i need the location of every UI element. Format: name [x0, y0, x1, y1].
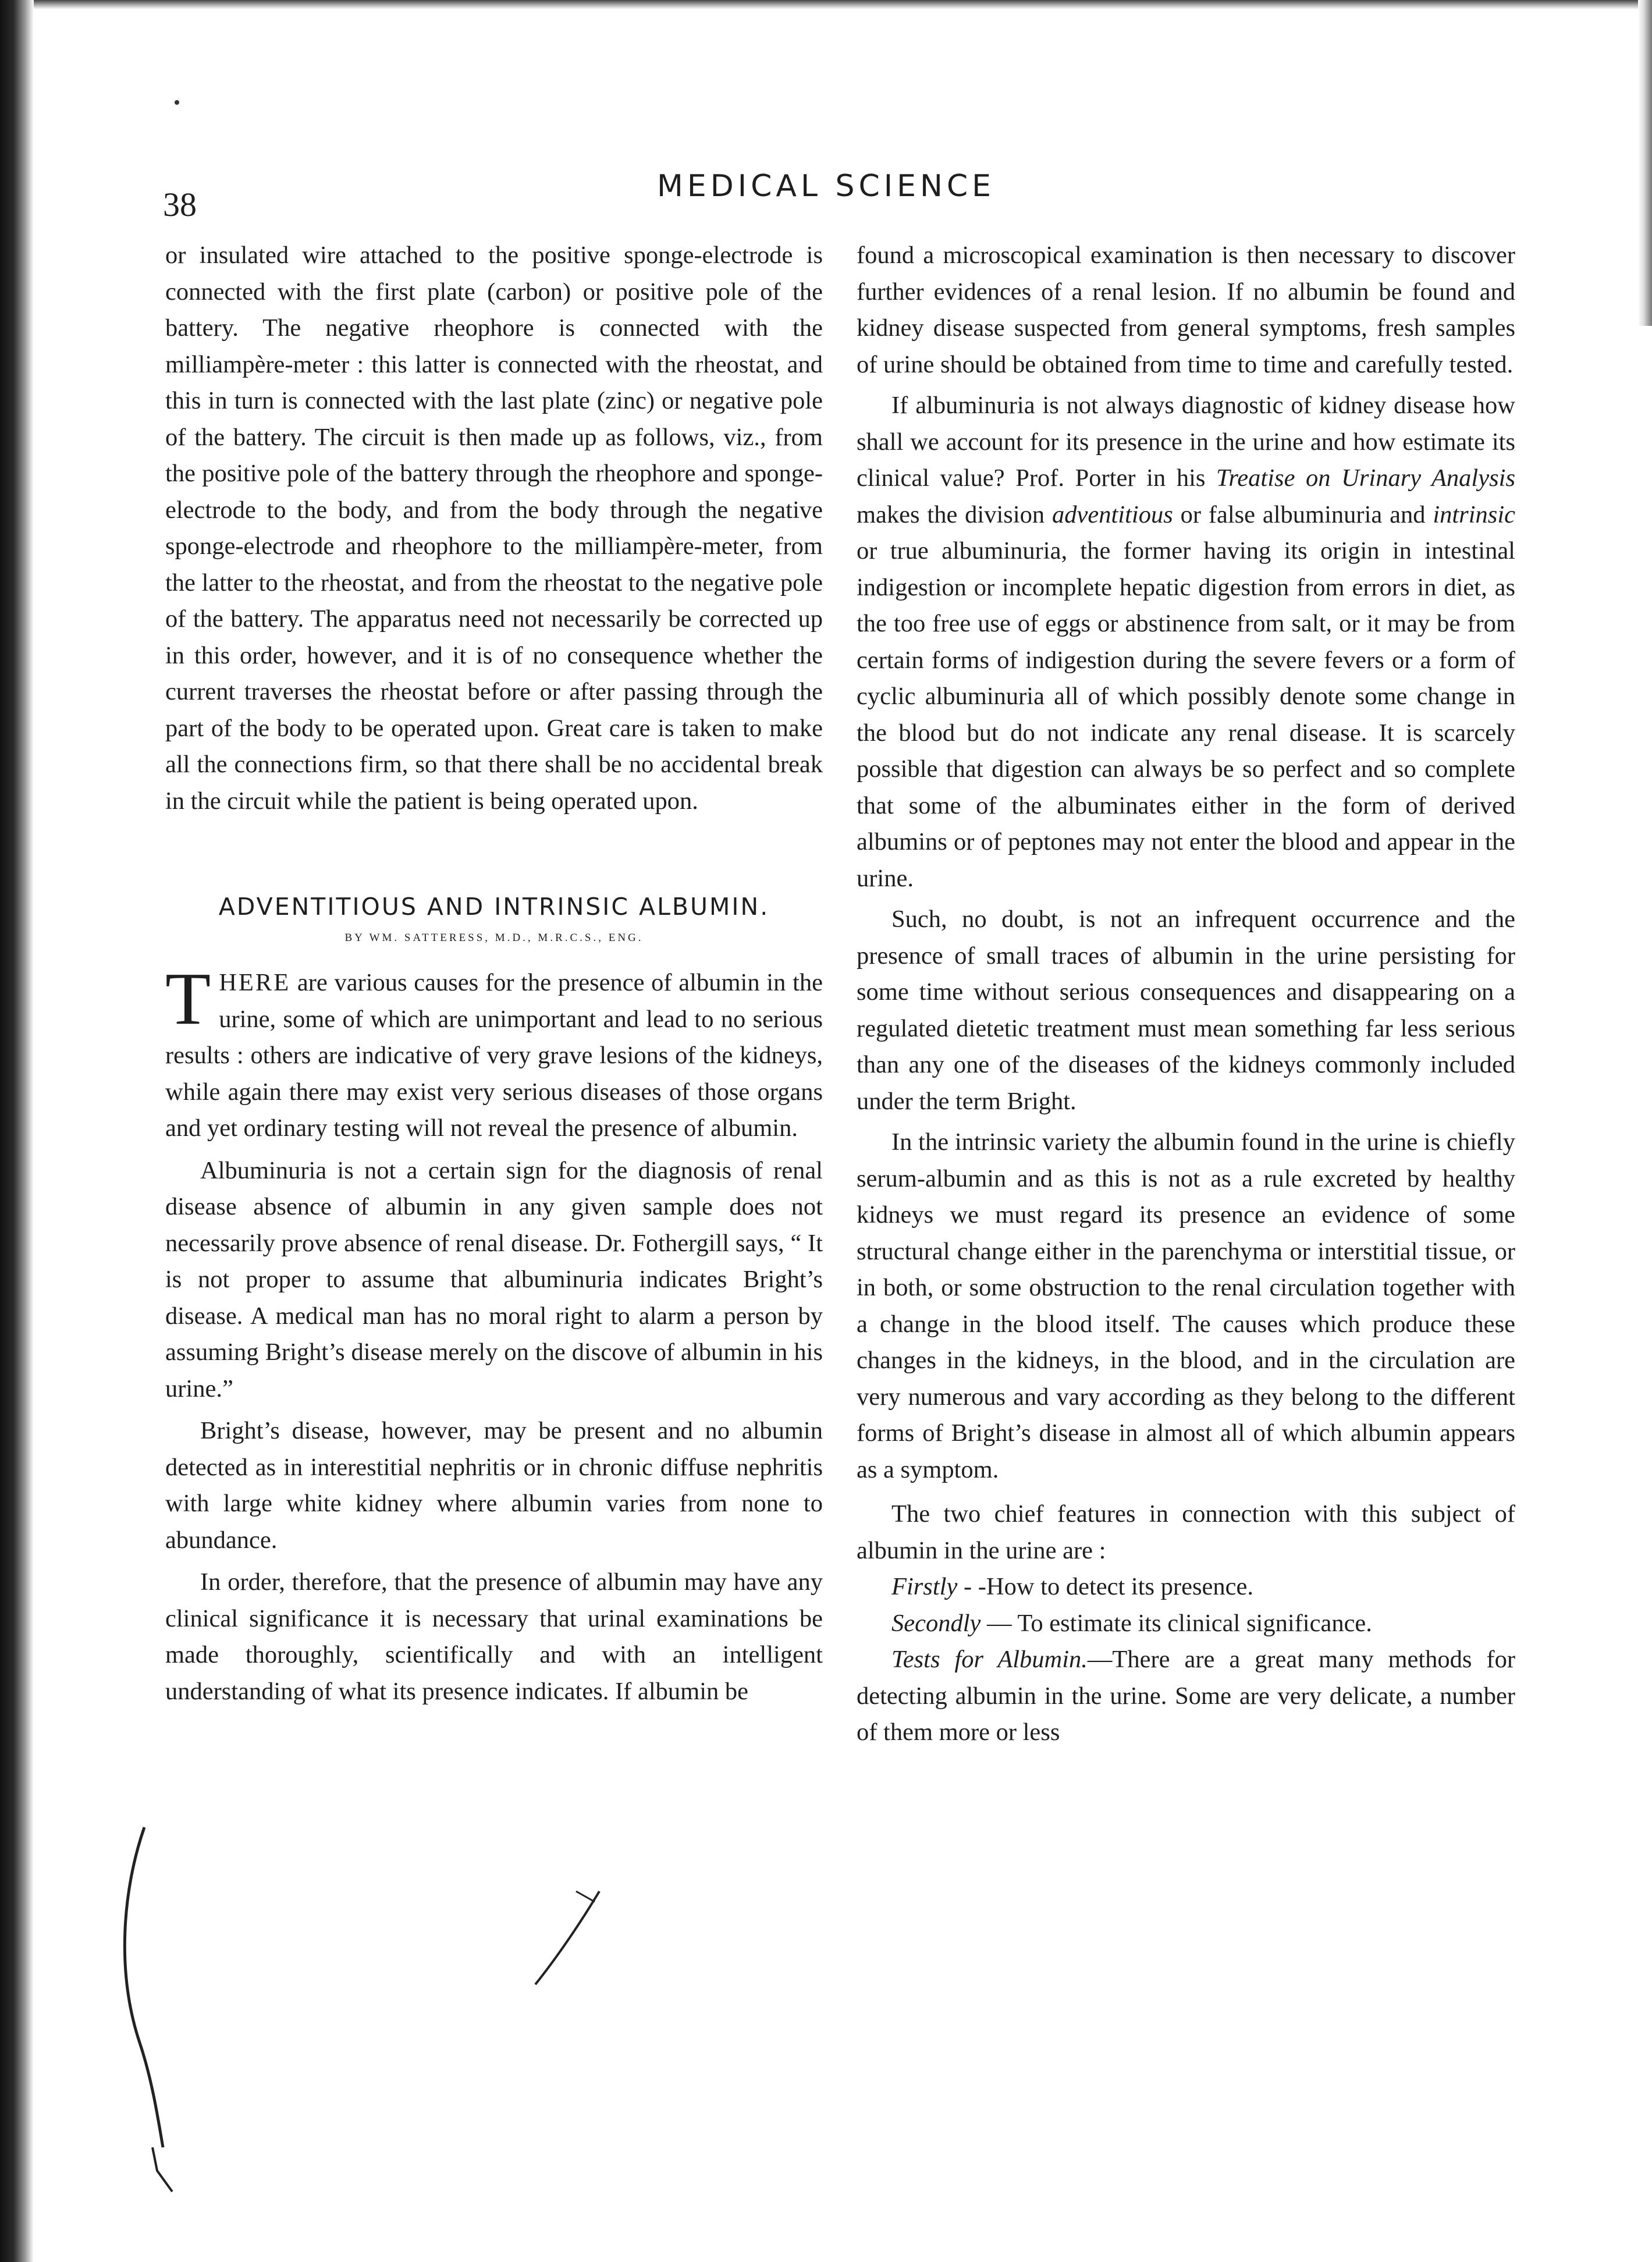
list-item-secondly [857, 1606, 1515, 1642]
list-item-firstly [857, 1569, 1515, 1606]
handwritten-margin-mark [116, 1821, 640, 2194]
paragraph-continued: or insulated wire attached to the positive sponge-electrode is connected with the first plate (carbon) or positive pole of the battery. The negative rheophore is connected with the milliampère-meter : this latter is connected with the rheostat, and this in turn is connected with the last plate (zinc) or negative pole of the battery. The circuit is then made up as follows, viz., from the positive pole of the battery through the rheophore and sponge-electrode to the body, and from the body through the negative sponge-electrode and rheophore to the milliampère-meter, from the latter to the rheostat, and from the rheostat to the negative pole of the battery. The apparatus need not necessarily be corrected up in this order, however, and it is of no consequence whether the current traverses the rheostat before or after passing through the part of the body to be operated upon. Great care is taken to make all the connections firm, so that there shall be no accidental break in the circuit while the patient is being operated upon. [165, 242, 823, 815]
scan-edge-left [0, 0, 34, 2262]
article-heading: ADVENTITIOUS AND INTRINSIC ALBUMIN. [218, 893, 770, 921]
label-tests: Tests for Albumin. [891, 1646, 1088, 1673]
text-run: - -How to detect its presence. [957, 1573, 1253, 1600]
running-head: MEDICAL SCIENCE [656, 169, 996, 204]
left-column [165, 237, 823, 1710]
scan-speck [175, 100, 179, 105]
paragraph: Bright’s disease, however, may be present and no albumin detected as in interestitial nephritis or in chronic diffuse nephritis with large white kidney where albumin varies from none to abundance. [165, 1417, 823, 1554]
text-run: If albuminuria is not always diagnostic of kidney disease how shall we account for its presence in the urine and how estimate its clinical value? Prof. Porter in his [857, 392, 1515, 492]
paragraph [857, 388, 1515, 897]
text-run: or true albuminuria, the former having its origin in intestinal indigestion or incomplete hepatic digestion from errors in diet, as the too free use of eggs or abstinence from salt, or it may be from certain forms of indigestion during the severe fevers or a form of cyclic albuminuria all of which possibly denote some change in the blood but do not indicate any renal disease. It is scarcely possible that digestion can always be so perfect and so complete that some of the albuminates either in the form of derived albumins or of peptones may not enter the blood and appear in the urine. [857, 537, 1515, 892]
paragraph-tests [857, 1642, 1515, 1751]
opening-word: HERE [219, 969, 291, 996]
paragraph-continued: found a microscopical examination is then necessary to discover further evidences of a renal lesion. If no albumin be found and kidney disease suspected from general symptoms, fresh samples of urine should be obtained from time to time and carefully tested. [857, 242, 1515, 378]
drop-cap: T [165, 957, 211, 1040]
article-opening-paragraph [165, 957, 823, 1147]
label-firstly: Firstly [891, 1573, 958, 1600]
text-run: —There are a great many methods for detecting albumin in the urine. Some are very delicate, a number of them more or less [857, 1646, 1515, 1746]
paragraph: Such, no doubt, is not an infrequent occurrence and the presence of small traces of albumin in the urine persisting for some time without serious consequences and disappearing on a regulated dietetic treatment must mean something far less serious than any one of the diseases of the kidneys commonly included under the term Bright. [857, 905, 1515, 1115]
paragraph: The two chief features in connection with this subject of albumin in the urine are : [857, 1500, 1515, 1564]
opening-text: are various causes for the presence of albumin in the urine, some of which are unimportant and lead to no serious results : others are indicative of very grave lesions of the kidneys, while again there may exist very serious diseases of those organs and yet ordinary testing will not reveal the presence of albumin. [165, 969, 823, 1142]
term-adventitious: adventitious [1051, 500, 1173, 528]
paragraph: In order, therefore, that the presence of albumin may have any clinical significance it is necessary that urinal examinations be made thoroughly, scientifically and with an intelligent understanding of what its presence indicates. If albumin be [165, 1568, 823, 1705]
book-title: Treatise on Urinary Analysis [1216, 464, 1515, 492]
paragraph: In the intrinsic variety the albumin found in the urine is chiefly serum-albumin and as this is not as a rule excreted by healthy kidneys we must regard its presence an evidence of some structural change either in the parenchyma or interstitial tissue, or in both, or some obstruction to the renal circulation together with a change in the blood itself. The causes which produce these changes in the kidneys, in the blood, and in the circulation are very numerous and vary according as they belong to the different forms of Bright’s disease in almost all of which albumin appears as a symptom. [857, 1128, 1515, 1483]
scan-edge-top [34, 0, 1652, 9]
article-byline: BY WM. SATTERESS, M.D., M.R.C.S., ENG. [344, 932, 644, 944]
label-secondly: Secondly [891, 1609, 981, 1637]
term-intrinsic: intrinsic [1433, 500, 1515, 528]
text-run: or false albuminuria and [1173, 500, 1433, 528]
right-column [857, 237, 1515, 1751]
paragraph: Albuminuria is not a certain sign for the diagnosis of renal disease absence of albumin in any given sample does not necessarily prove absence of renal disease. Dr. Fothergill says, “ It is not proper to assume that albuminuria indicates Bright’s disease. A medical man has no moral right to alarm a person by assuming Bright’s disease merely on the discove of albumin in his urine.” [165, 1156, 823, 1402]
text-run: — To estimate its clinical significance. [980, 1609, 1372, 1637]
text-run: makes the division [857, 500, 1052, 528]
page-number: 38 [163, 186, 197, 223]
scan-edge-right [1638, 0, 1652, 326]
